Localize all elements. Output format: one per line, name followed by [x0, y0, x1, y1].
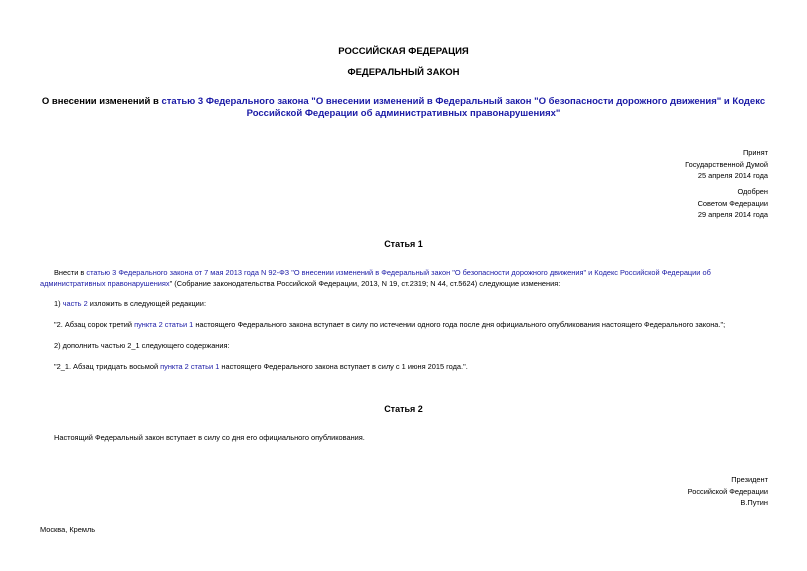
adopted-block	[685, 147, 768, 182]
law-title-link[interactable]: статью 3 Федерального закона "О внесении изменений в Федеральный закон "О безопасности дорожного движения" и Кодекс Российской Федерации об административных правонарушениях"	[161, 96, 766, 119]
article2-heading: Статья 2	[384, 404, 423, 414]
law-title	[30, 96, 777, 120]
quote1-suffix: настоящего Федерального закона вступает в силу по истечении одного года после дня официального опубликования настоящего Федерального закона.";	[193, 320, 726, 329]
approved-by: Советом Федерации	[697, 198, 768, 208]
quote2-link[interactable]: пункта 2 статьи 1	[160, 362, 220, 371]
item1-link[interactable]: часть 2	[62, 299, 88, 308]
approved-label: Одобрен	[737, 187, 768, 196]
quote2-prefix: "2_1. Абзац тридцать восьмой	[54, 362, 161, 371]
law-type-heading: ФЕДЕРАЛЬНЫЙ ЗАКОН	[347, 67, 460, 78]
approved-block	[698, 186, 768, 221]
article1-intro-link[interactable]: статью 3 Федерального закона от 7 мая 2013 года N 92-ФЗ "О внесении изменений в Федеральный закон "О безопасности дорожного движения" и Кодекс Российской Федерации об административных правонарушениях	[40, 268, 711, 288]
country-heading: РОССИЙСКАЯ ФЕДЕРАЦИЯ	[338, 46, 469, 57]
signature-country: Российской Федерации	[687, 486, 768, 496]
article1-heading: Статья 1	[384, 239, 423, 249]
article1-item2: 2) дополнить частью 2_1 следующего содержания:	[54, 341, 230, 350]
article1-intro-prefix: Внести в	[54, 268, 87, 277]
article1-quote2	[54, 362, 468, 373]
quote1-link[interactable]: пункта 2 статьи 1	[134, 320, 194, 329]
article2-text: Настоящий Федеральный закон вступает в силу со дня его официального опубликования.	[54, 433, 365, 442]
quote2-suffix: настоящего Федерального закона вступает в силу с 1 июня 2015 года.".	[219, 362, 468, 371]
quote1-prefix: "2. Абзац сорок третий	[54, 320, 135, 329]
signature-name: В.Путин	[740, 498, 768, 507]
adopted-by: Государственной Думой	[685, 159, 768, 169]
adopted-label: Принят	[742, 148, 768, 157]
approved-date: 29 апреля 2014 года	[697, 210, 768, 219]
signature-role: Президент	[731, 475, 768, 484]
article1-item1	[54, 299, 206, 310]
law-title-prefix: О внесении изменений в	[41, 96, 162, 107]
adopted-date: 25 апреля 2014 года	[697, 171, 768, 180]
signature-block	[688, 474, 768, 509]
item1-suffix: изложить в следующей редакции:	[87, 299, 206, 308]
item1-prefix: 1)	[54, 299, 63, 308]
signing-place: Москва, Кремль	[40, 525, 96, 534]
article1-intro	[40, 268, 775, 289]
article1-quote1	[54, 320, 725, 331]
article1-intro-suffix: " (Собрание законодательства Российской Федерации, 2013, N 19, ст.2319; N 44, ст.5624) следующие изменения:	[169, 278, 561, 288]
